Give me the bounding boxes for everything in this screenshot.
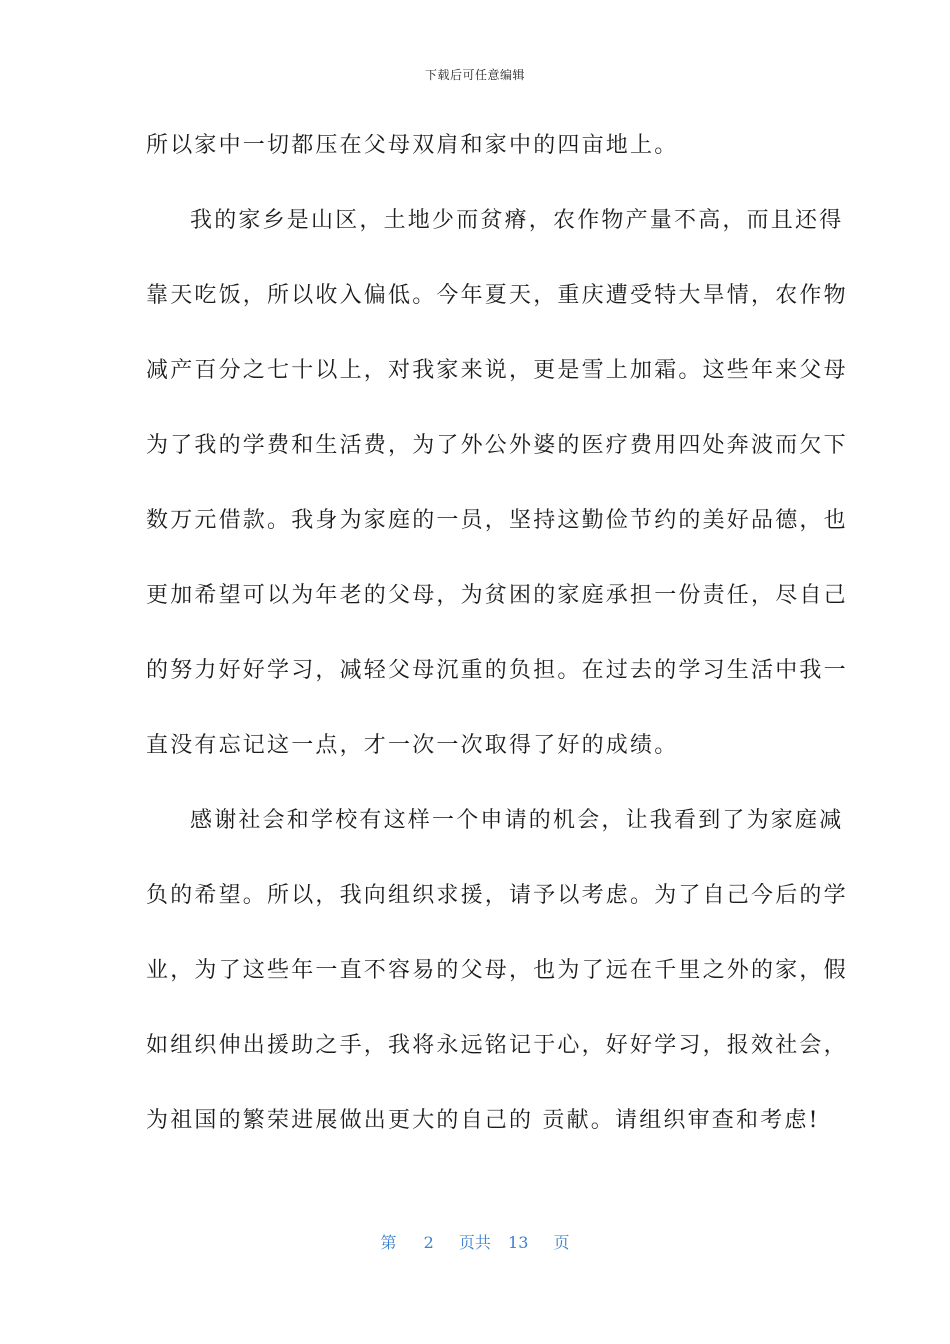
text-line: 数万元借款。我身为家庭的一员，坚持这勤俭节约的美好品德，也 [146,508,848,533]
text-line: 负的希望。所以，我向组织求援，请予以考虑。为了自己今后的学 [146,883,848,908]
text-line: 为了我的学费和生活费，为了外公外婆的医疗费用四处奔波而欠下 [146,433,848,458]
text-line: 所以家中一切都压在父母双肩和家中的四亩地上。 [146,133,679,158]
text-line: 的努力好好学习，减轻父母沉重的负担。在过去的学习生活中我一 [146,658,848,683]
text-line: 更加希望可以为年老的父母，为贫困的家庭承担一份责任，尽自己 [146,583,848,608]
paragraph-first-line: 感谢社会和学校有这样一个申请的机会，让我看到了为家庭减 [190,808,844,833]
text-line: 如组织伸出援助之手，我将永远铭记于心，好好学习，报效社会， [146,1033,848,1058]
text-line: 为祖国的繁荣进展做出更大的自己的 贡献。请组织审查和考虑! [146,1108,820,1133]
text-line: 减产百分之七十以上，对我家来说，更是雪上加霜。这些年来父母 [146,358,848,383]
page-header: 下载后可任意编辑 [424,68,525,82]
footer-middle: 页共 [458,1233,491,1252]
footer-suffix: 页 [553,1233,570,1252]
current-page-number: 2 [423,1233,434,1252]
text-line: 业，为了这些年一直不容易的父母，也为了远在千里之外的家，假 [146,958,848,983]
document-body [146,121,848,1171]
text-line: 直没有忘记这一点，才一次一次取得了好的成绩。 [146,733,679,758]
page-footer [0,1230,950,1253]
text-line: 靠天吃饭，所以收入偏低。今年夏天，重庆遭受特大旱情，农作物 [146,283,848,308]
footer-prefix: 第 [380,1233,397,1252]
total-pages-number: 13 [508,1233,529,1252]
paragraph-first-line: 我的家乡是山区，土地少而贫瘠，农作物产量不高，而且还得 [190,208,844,233]
